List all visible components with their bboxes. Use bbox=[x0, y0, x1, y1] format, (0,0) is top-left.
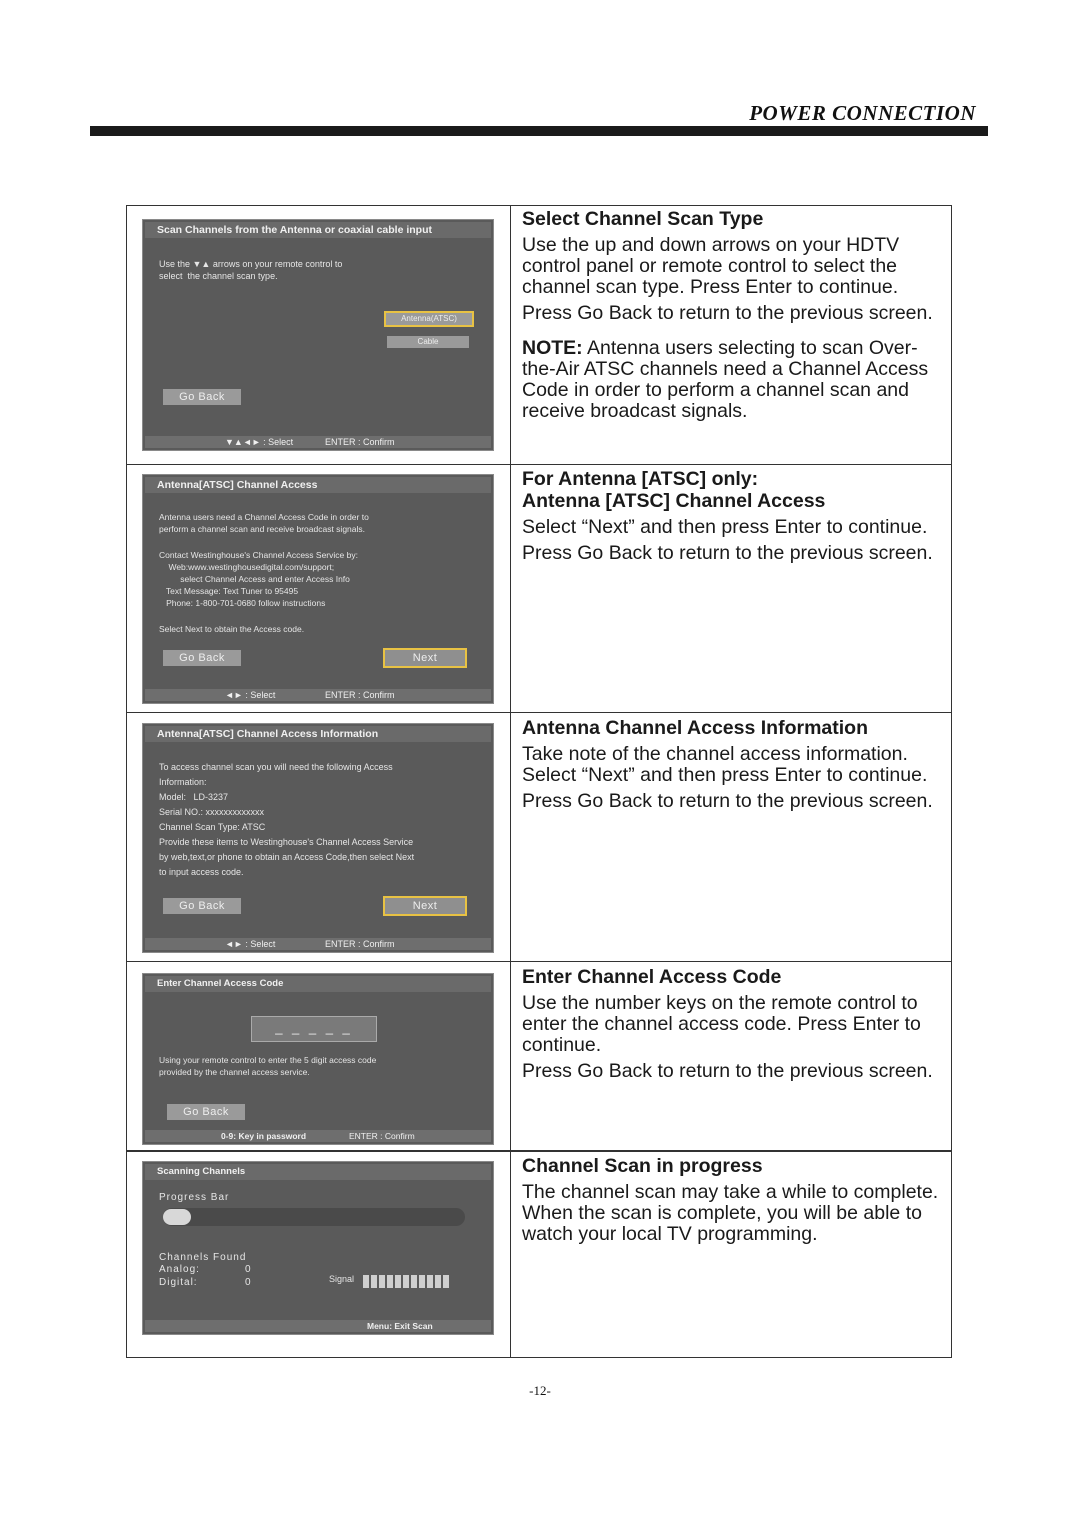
progress-indicator bbox=[163, 1209, 191, 1225]
description-text: Press Go Back to return to the previous screen. bbox=[522, 1060, 933, 1082]
screen-text: To access channel scan you will need the following Access bbox=[159, 762, 393, 772]
footer-exit-hint: Menu: Exit Scan bbox=[367, 1321, 433, 1331]
screen-text: to input access code. bbox=[159, 867, 244, 877]
screen-text: by web,text,or phone to obtain an Access Code,then select Next bbox=[159, 852, 415, 862]
analog-label: Analog: bbox=[159, 1264, 200, 1275]
signal-bar bbox=[419, 1275, 425, 1288]
screen-text: Provide these items to Westinghouse's Channel Access Service bbox=[159, 837, 414, 847]
scanning-screen bbox=[142, 1161, 494, 1335]
signal-bar bbox=[435, 1275, 441, 1288]
signal-bar bbox=[411, 1275, 417, 1288]
screen-text: Information: bbox=[159, 777, 207, 787]
model-text: Model: LD-3237 bbox=[159, 792, 229, 802]
serial-text: Serial NO.: xxxxxxxxxxxxx bbox=[159, 807, 265, 817]
channel-access-description bbox=[522, 468, 950, 564]
description-heading: Enter Channel Access Code bbox=[522, 966, 782, 988]
description-heading: For Antenna [ATSC] only: bbox=[522, 468, 759, 490]
description-text: Press Go Back to return to the previous screen. bbox=[522, 302, 933, 324]
note-label: NOTE: bbox=[522, 337, 583, 359]
description-subheading: Antenna [ATSC] Channel Access bbox=[522, 490, 826, 512]
screen-text: select Channel Access and enter Access Info bbox=[159, 574, 350, 584]
page-number: -12- bbox=[529, 1383, 551, 1398]
signal-meter bbox=[363, 1275, 451, 1293]
screen-text: Web:www.westinghousedigital.com/support; bbox=[159, 562, 335, 572]
description-text: Press Go Back to return to the previous screen. bbox=[522, 790, 933, 812]
note-text bbox=[522, 338, 950, 422]
screen-title: Scan Channels from the Antenna or coaxial cable input bbox=[145, 222, 491, 238]
screen-text: Text Message: Text Tuner to 95495 bbox=[159, 586, 299, 596]
progress-bar bbox=[163, 1208, 465, 1226]
signal-bar bbox=[371, 1275, 377, 1288]
table-divider bbox=[126, 961, 952, 962]
description-text: Use the up and down arrows on your HDTV control panel or remote control to select the channel scan type. Press Enter to continue. bbox=[522, 234, 900, 298]
screen-title: Antenna[ATSC] Channel Access bbox=[145, 477, 491, 493]
access-info-description bbox=[522, 717, 950, 812]
screen-text: Use the ▼▲ arrows on your remote control to bbox=[159, 259, 343, 269]
screen-text: Phone: 1-800-701-0680 follow instructions bbox=[159, 598, 326, 608]
digital-label: Digital: bbox=[159, 1277, 198, 1288]
channels-found-label: Channels Found bbox=[159, 1252, 247, 1263]
section-title: POWER CONNECTION bbox=[749, 101, 976, 125]
table-divider bbox=[126, 464, 952, 465]
analog-count: 0 bbox=[245, 1264, 251, 1275]
description-heading: Select Channel Scan Type bbox=[522, 208, 764, 230]
footer-select-hint: ◄► : Select bbox=[225, 690, 276, 700]
description-heading: Antenna Channel Access Information bbox=[522, 717, 869, 739]
screen-title: Enter Channel Access Code bbox=[145, 976, 491, 992]
cable-option[interactable]: Cable bbox=[387, 336, 469, 348]
enter-code-description bbox=[522, 966, 950, 1082]
signal-bar bbox=[427, 1275, 433, 1288]
note-body: Antenna users selecting to scan Over-the-Air ATSC channels need a Channel Access Code in order to perform a channel scan and receive broadcast signals. bbox=[522, 337, 929, 422]
screen-footer bbox=[145, 1320, 491, 1332]
access-info-screen bbox=[142, 723, 494, 953]
digital-count: 0 bbox=[245, 1277, 251, 1288]
screen-footer bbox=[145, 689, 491, 701]
footer-confirm-hint: ENTER : Confirm bbox=[325, 939, 395, 949]
signal-bar bbox=[395, 1275, 401, 1288]
channel-access-screen bbox=[142, 474, 494, 704]
signal-bar bbox=[363, 1275, 369, 1288]
footer-keyin-hint: 0-9: Key in password bbox=[221, 1131, 307, 1141]
go-back-button[interactable]: Go Back bbox=[167, 1104, 245, 1120]
screen-text: Using your remote control to enter the 5 digit access code bbox=[159, 1055, 377, 1065]
go-back-button[interactable]: Go Back bbox=[163, 650, 241, 666]
screen-text: Contact Westinghouse's Channel Access Service by: bbox=[159, 550, 358, 560]
footer-select-hint: ◄► : Select bbox=[225, 939, 276, 949]
antenna-atsc-option[interactable]: Antenna(ATSC) bbox=[384, 311, 474, 327]
table-divider-vertical bbox=[510, 205, 511, 1358]
screen-footer bbox=[145, 436, 491, 448]
progress-label: Progress Bar bbox=[159, 1192, 230, 1203]
screen-footer bbox=[145, 938, 491, 950]
description-text: Select “Next” and then press Enter to continue. bbox=[522, 516, 928, 538]
table-divider bbox=[126, 1150, 952, 1152]
footer-confirm-hint: ENTER : Confirm bbox=[325, 437, 395, 447]
table-divider bbox=[126, 712, 952, 713]
screen-text: perform a channel scan and receive broadcast signals. bbox=[159, 524, 366, 534]
footer-select-hint: ▼▲◄► : Select bbox=[225, 437, 294, 447]
next-button[interactable]: Next bbox=[383, 896, 467, 916]
enter-code-screen bbox=[142, 973, 494, 1145]
signal-bar bbox=[387, 1275, 393, 1288]
signal-bar bbox=[379, 1275, 385, 1288]
screen-text: Select Next to obtain the Access code. bbox=[159, 624, 305, 634]
screen-text: Antenna users need a Channel Access Code in order to bbox=[159, 512, 369, 522]
signal-label: Signal bbox=[329, 1274, 355, 1284]
screen-title: Antenna[ATSC] Channel Access Information bbox=[145, 726, 491, 742]
signal-bar bbox=[443, 1275, 449, 1288]
go-back-button[interactable]: Go Back bbox=[163, 389, 241, 405]
footer-confirm-hint: ENTER : Confirm bbox=[349, 1131, 415, 1141]
access-code-input[interactable]: _ _ _ _ _ bbox=[251, 1016, 377, 1042]
go-back-button[interactable]: Go Back bbox=[163, 898, 241, 914]
signal-bar bbox=[403, 1275, 409, 1288]
screen-footer bbox=[145, 1130, 491, 1142]
description-text: Take note of the channel access information. Select “Next” and then press Enter to continue. bbox=[522, 743, 928, 786]
scan-type-description bbox=[522, 208, 950, 422]
scan-type-text: Channel Scan Type: ATSC bbox=[159, 822, 266, 832]
scan-progress-description bbox=[522, 1155, 950, 1245]
description-text: Press Go Back to return to the previous screen. bbox=[522, 542, 933, 564]
description-text: The channel scan may take a while to complete. When the scan is complete, you will be able to watch your local TV programming. bbox=[522, 1181, 939, 1245]
description-text: Use the number keys on the remote control to enter the channel access code. Press Enter to continue. bbox=[522, 992, 921, 1056]
screen-title: Scanning Channels bbox=[145, 1164, 491, 1180]
screen-text: provided by the channel access service. bbox=[159, 1067, 310, 1077]
next-button[interactable]: Next bbox=[383, 648, 467, 668]
description-heading: Channel Scan in progress bbox=[522, 1155, 763, 1177]
screen-text: select the channel scan type. bbox=[159, 271, 278, 281]
footer-confirm-hint: ENTER : Confirm bbox=[325, 690, 395, 700]
scan-type-screen bbox=[142, 219, 494, 451]
header-rule bbox=[90, 126, 988, 136]
